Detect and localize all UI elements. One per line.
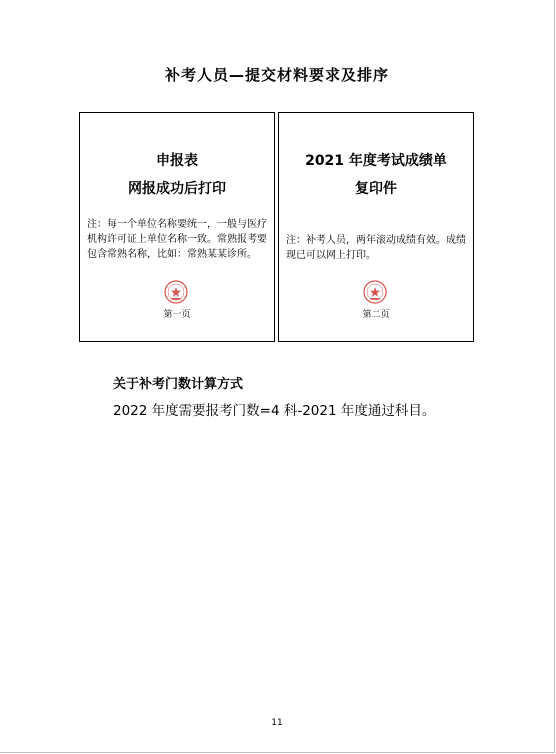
section-heading: 关于补考门数计算方式 <box>113 377 244 392</box>
document-title: 补考人员—提交材料要求及排序 <box>164 66 389 84</box>
red-seal-icon <box>164 280 188 304</box>
red-seal-icon <box>363 280 387 304</box>
card-page-label: 第一页 <box>163 310 191 320</box>
card-subheading: 网报成功后打印 <box>128 181 226 197</box>
card-note: 注：补考人员，两年滚动成绩有效。成绩现已可以网上打印。 <box>286 235 466 261</box>
card-score-report <box>278 112 474 342</box>
page-number: 11 <box>271 718 283 728</box>
section-body: 2022 年度需要报考门数=4 科-2021 年度通过科目。 <box>113 403 436 419</box>
card-note: 注：每一个单位名称要统一，一般与医疗机构许可证上单位名称一致。常熟报考要包含常熟名称，比如：常熟某某诊所。 <box>87 219 267 260</box>
materials-card-row <box>79 112 474 342</box>
card-application-form <box>79 112 275 342</box>
card-heading: 申报表 <box>156 153 198 169</box>
card-page-label: 第二页 <box>362 310 390 320</box>
card-subheading: 复印件 <box>355 181 397 197</box>
card-heading: 2021 年度考试成绩单 <box>305 153 447 169</box>
